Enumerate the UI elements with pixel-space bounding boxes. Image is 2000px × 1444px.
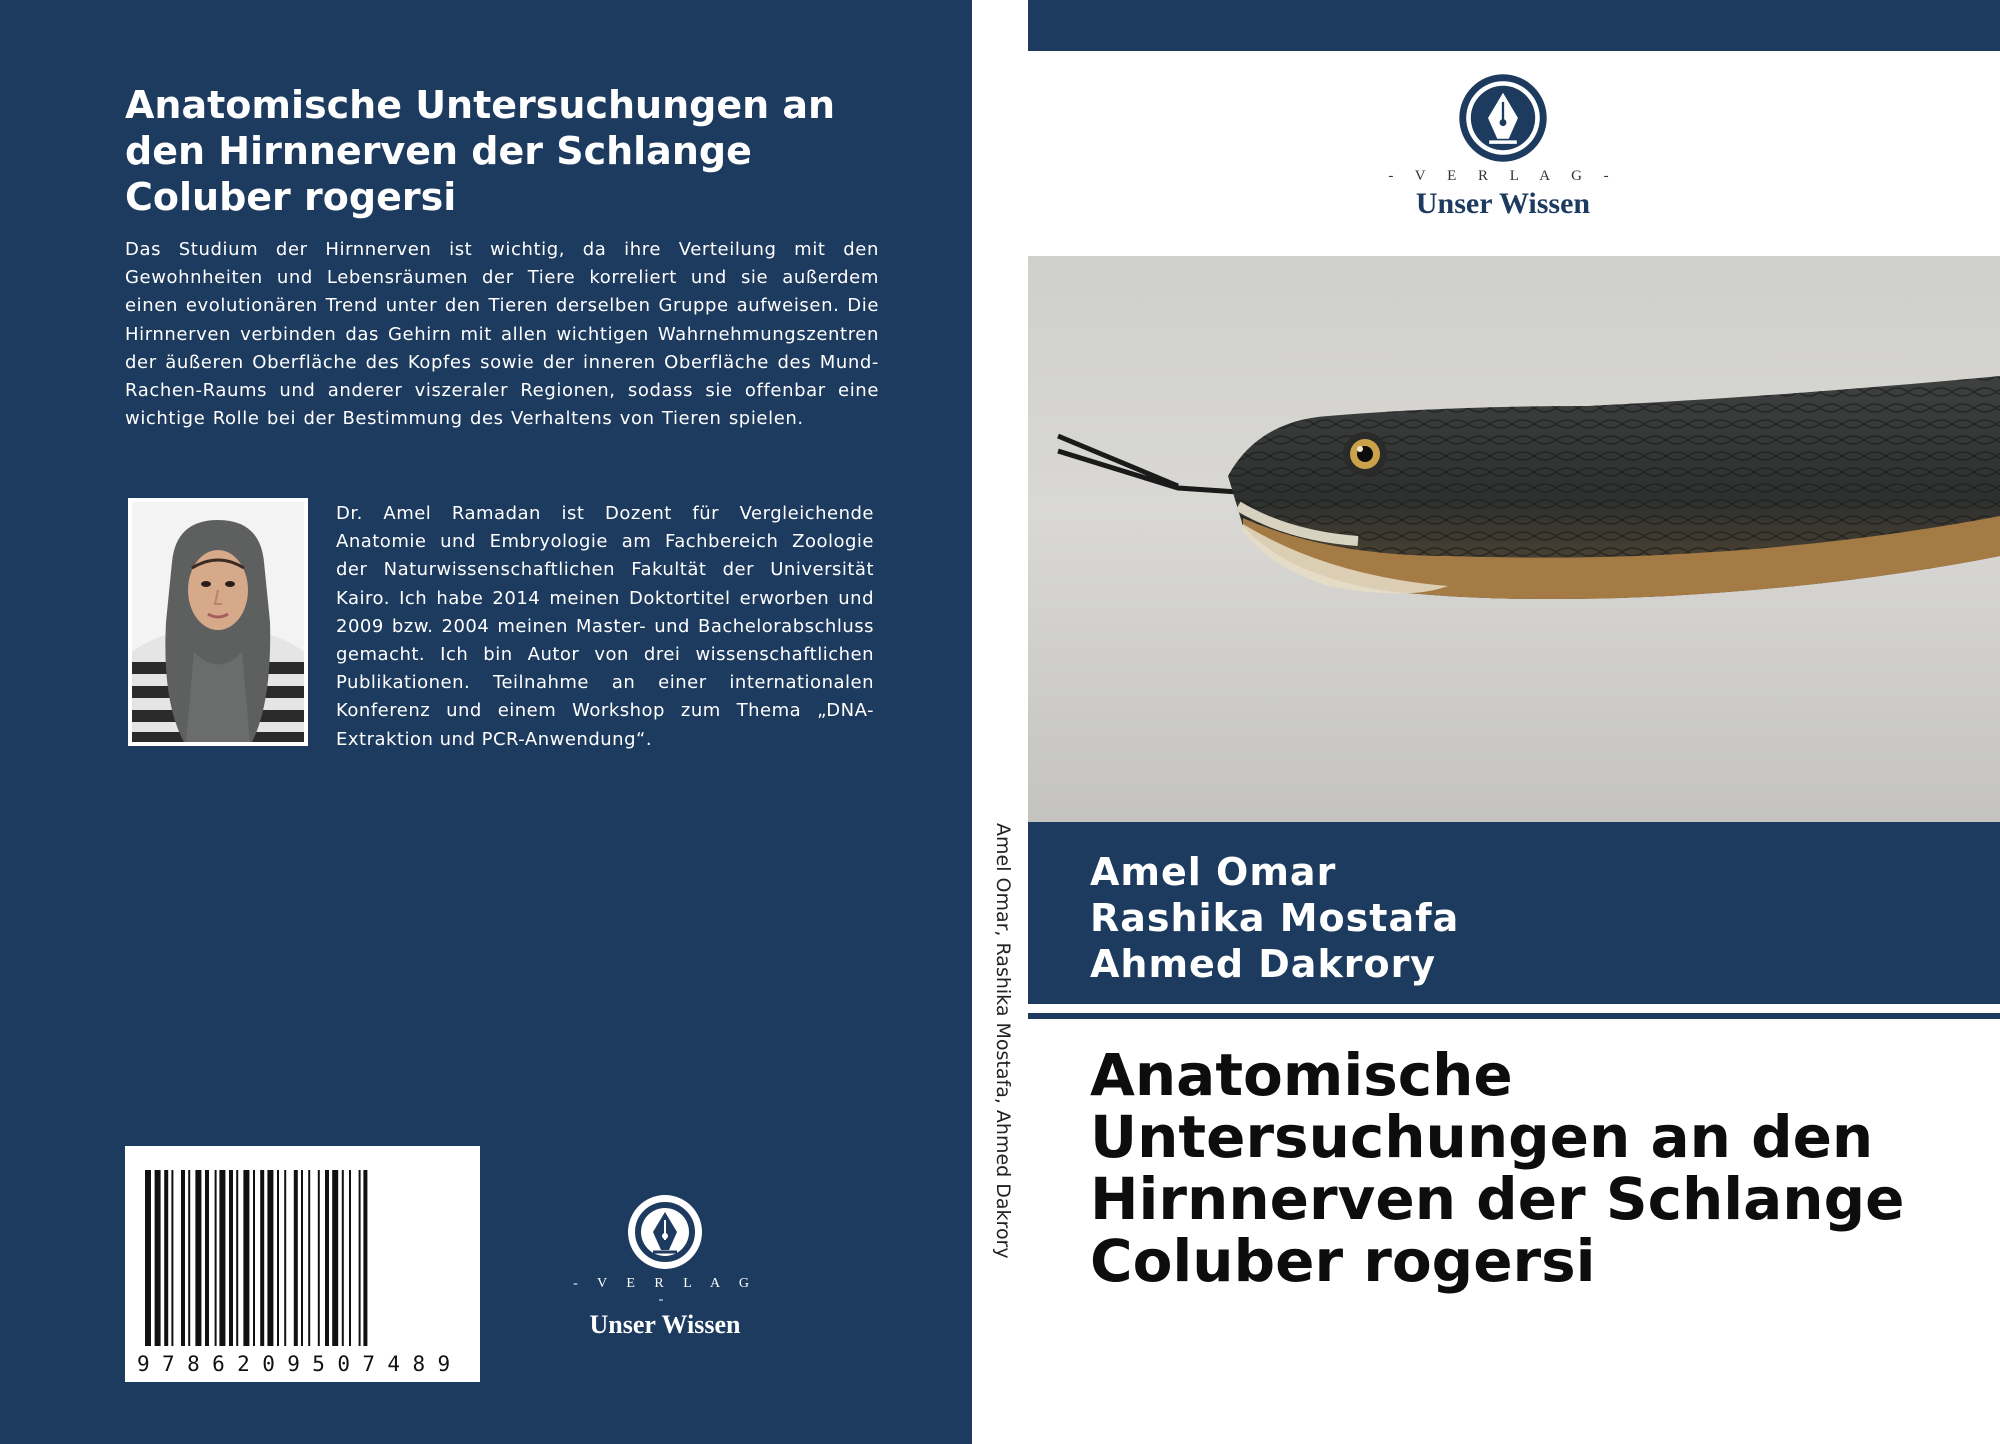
- barcode-bar: [349, 1170, 351, 1346]
- barcode-bar: [308, 1170, 310, 1346]
- barcode-bar: [243, 1170, 249, 1346]
- author-2: Rashika Mostafa: [1090, 896, 1460, 940]
- barcode-bar: [363, 1170, 367, 1346]
- barcode-bar: [188, 1170, 190, 1346]
- front-publisher-name: Unser Wissen: [1415, 187, 1591, 220]
- barcode-bar: [342, 1170, 344, 1346]
- publisher-name: Unser Wissen: [589, 1310, 741, 1339]
- barcode-bar: [229, 1170, 233, 1346]
- barcode-bar: [171, 1170, 173, 1346]
- front-top-band: [1028, 0, 2000, 51]
- barcode-bar: [332, 1170, 338, 1346]
- barcode-bar: [145, 1170, 151, 1346]
- fountain-pen-nib-logo-icon: [625, 1192, 705, 1272]
- barcode-bar: [219, 1170, 225, 1346]
- back-cover: [0, 0, 972, 1444]
- barcode-bar: [294, 1170, 298, 1346]
- authors-band: [1028, 822, 2000, 1004]
- back-cover-blurb: Das Studium der Hirnnerven ist wichtig, da ihre Verteilung mit den Gewohnheiten und Lebensräumen der Tiere korreliert und sie außerdem einen evolutionären Trend unter den Tieren derselben Gruppe aufweisen. Die Hirnnerven verbinden das Gehirn mit allen wichtigen Wahrnehmungszentren der äußeren Oberfläche des Kopfes sowie der inneren Oberfläche des Mund-Rachen-Raums und anderer viszeraler Regionen, sodass sie offenbar eine wichtige Rolle bei der Bestimmung des Verhaltens von Tieren spielen.: [125, 239, 879, 430]
- barcode-bar: [215, 1170, 217, 1346]
- author-3: Ahmed Dakrory: [1090, 942, 1437, 986]
- snake-photo: [1028, 256, 2000, 822]
- author-1: Amel Omar: [1090, 850, 1337, 894]
- isbn-digits: 9786209507489: [137, 1352, 463, 1376]
- barcode-bar: [155, 1170, 161, 1346]
- barcode-bar: [284, 1170, 286, 1346]
- publisher-logo-back: [570, 1192, 760, 1340]
- barcode-bar: [181, 1170, 185, 1346]
- barcode-bar: [195, 1170, 201, 1346]
- barcode-bar: [325, 1170, 329, 1346]
- barcode-bar: [301, 1170, 303, 1346]
- spine: [972, 0, 1028, 1444]
- front-divider: [1028, 1013, 2000, 1019]
- barcode-bar: [236, 1170, 238, 1346]
- barcode-bar: [359, 1170, 361, 1346]
- barcode-bar: [318, 1170, 320, 1346]
- back-cover-title: Anatomische Untersuchungen an den Hirnnerven der Schlange Coluber rogersi: [125, 83, 836, 219]
- barcode-bar: [277, 1170, 279, 1346]
- barcode-bar: [205, 1170, 209, 1346]
- barcode-bar: [260, 1170, 264, 1346]
- barcode-bar: [164, 1170, 168, 1346]
- front-publisher-verlag-label: - V E R L A G -: [1388, 168, 1618, 184]
- fountain-pen-nib-logo-icon: [1457, 72, 1549, 164]
- barcode-bar: [267, 1170, 273, 1346]
- publisher-verlag-label: - V E R L A G -: [573, 1276, 757, 1307]
- isbn-barcode: [125, 1146, 480, 1382]
- front-cover-title: Anatomische Untersuchungen an den Hirnnerven der Schlange Coluber rogersi: [1090, 1041, 1905, 1295]
- spine-authors: Amel Omar, Rashika Mostafa, Ahmed Dakrory: [992, 823, 1014, 1259]
- author-portrait: [128, 498, 308, 746]
- barcode-bar: [253, 1170, 255, 1346]
- publisher-logo-front: [1378, 72, 1628, 221]
- author-bio: Dr. Amel Ramadan ist Dozent für Vergleichende Anatomie und Embryologie am Fachbereich Zoologie der Naturwissenschaftlichen Fakultät der Universität Kairo. Ich habe 2014 meinen Doktortitel erworben und 2009 bzw. 2004 meinen Master- und Bachelorabschluss gemacht. Ich bin Autor von drei wissenschaftlichen Publikationen. Teilnahme an einer internationalen Konferenz und einem Workshop zum Thema „DNA-Extraktion und PCR-Anwendung“.: [336, 503, 874, 750]
